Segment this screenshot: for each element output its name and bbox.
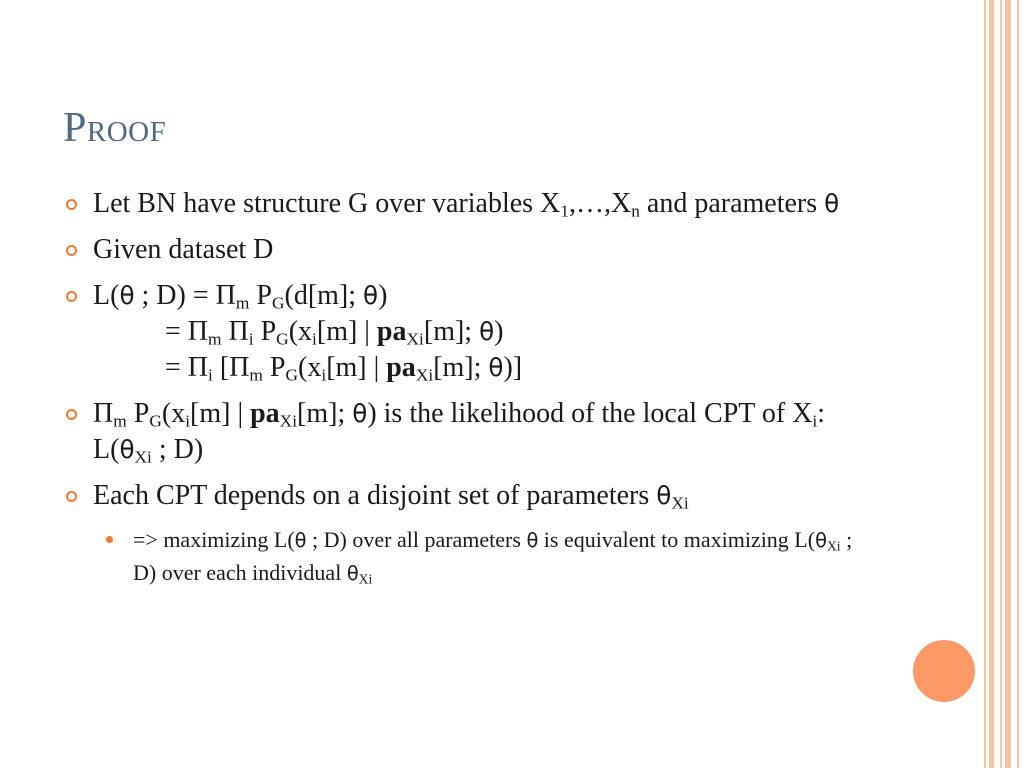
- bullet-local-likelihood: $\Pi_m$ $P_G(x_i[m]$ | $pa_{Xi}[m]$; θ) is the likelihood of the local CPT of $X_i$: $L(\theta_{Xi}$ ; D): [66, 396, 876, 468]
- equation-line-3: = $\Pi_i$ [$\Pi_m$ $P_G(x_i[m]$ | $pa_{Xi}[m]$; θ)]: [165, 352, 523, 385]
- bullet-dot-icon: [106, 536, 113, 543]
- slide-title: Proof: [63, 105, 167, 151]
- bullet-ring-icon: [66, 291, 77, 302]
- bullet-structure: Let BN have structure G over variables $X_1,\dots,X_n$ and parameters θ: [66, 186, 876, 222]
- bullet-likelihood-derivation: [66, 278, 876, 386]
- decorative-circle: [913, 640, 975, 702]
- bullet-ring-icon: [66, 245, 77, 256]
- bullet-ring-icon: [66, 199, 77, 210]
- equation-line-2: = $\Pi_m$ $\Pi_i$ $P_G(x_i[m]$ | $pa_{Xi}[m]$; θ): [165, 316, 504, 349]
- bullet-ring-icon: [66, 409, 77, 420]
- bullet-ring-icon: [66, 491, 77, 502]
- subbullet-maximizing: => maximizing L(θ ; D) over all parameters θ is equivalent to maximizing $L(\theta_{Xi}$ ; D) over each individual $\theta_{Xi}$: [106, 524, 876, 590]
- equation-line-1: L(θ ; $D) = \Pi_m$ $P_G(d[m]$; θ): [93, 280, 388, 313]
- decorative-stripes: [980, 0, 1024, 768]
- slide-content: [66, 186, 876, 590]
- bullet-dataset: Given dataset D: [66, 232, 876, 268]
- bullet-disjoint-params: Each CPT depends on a disjoint set of parameters $\theta_{Xi}$: [66, 478, 876, 514]
